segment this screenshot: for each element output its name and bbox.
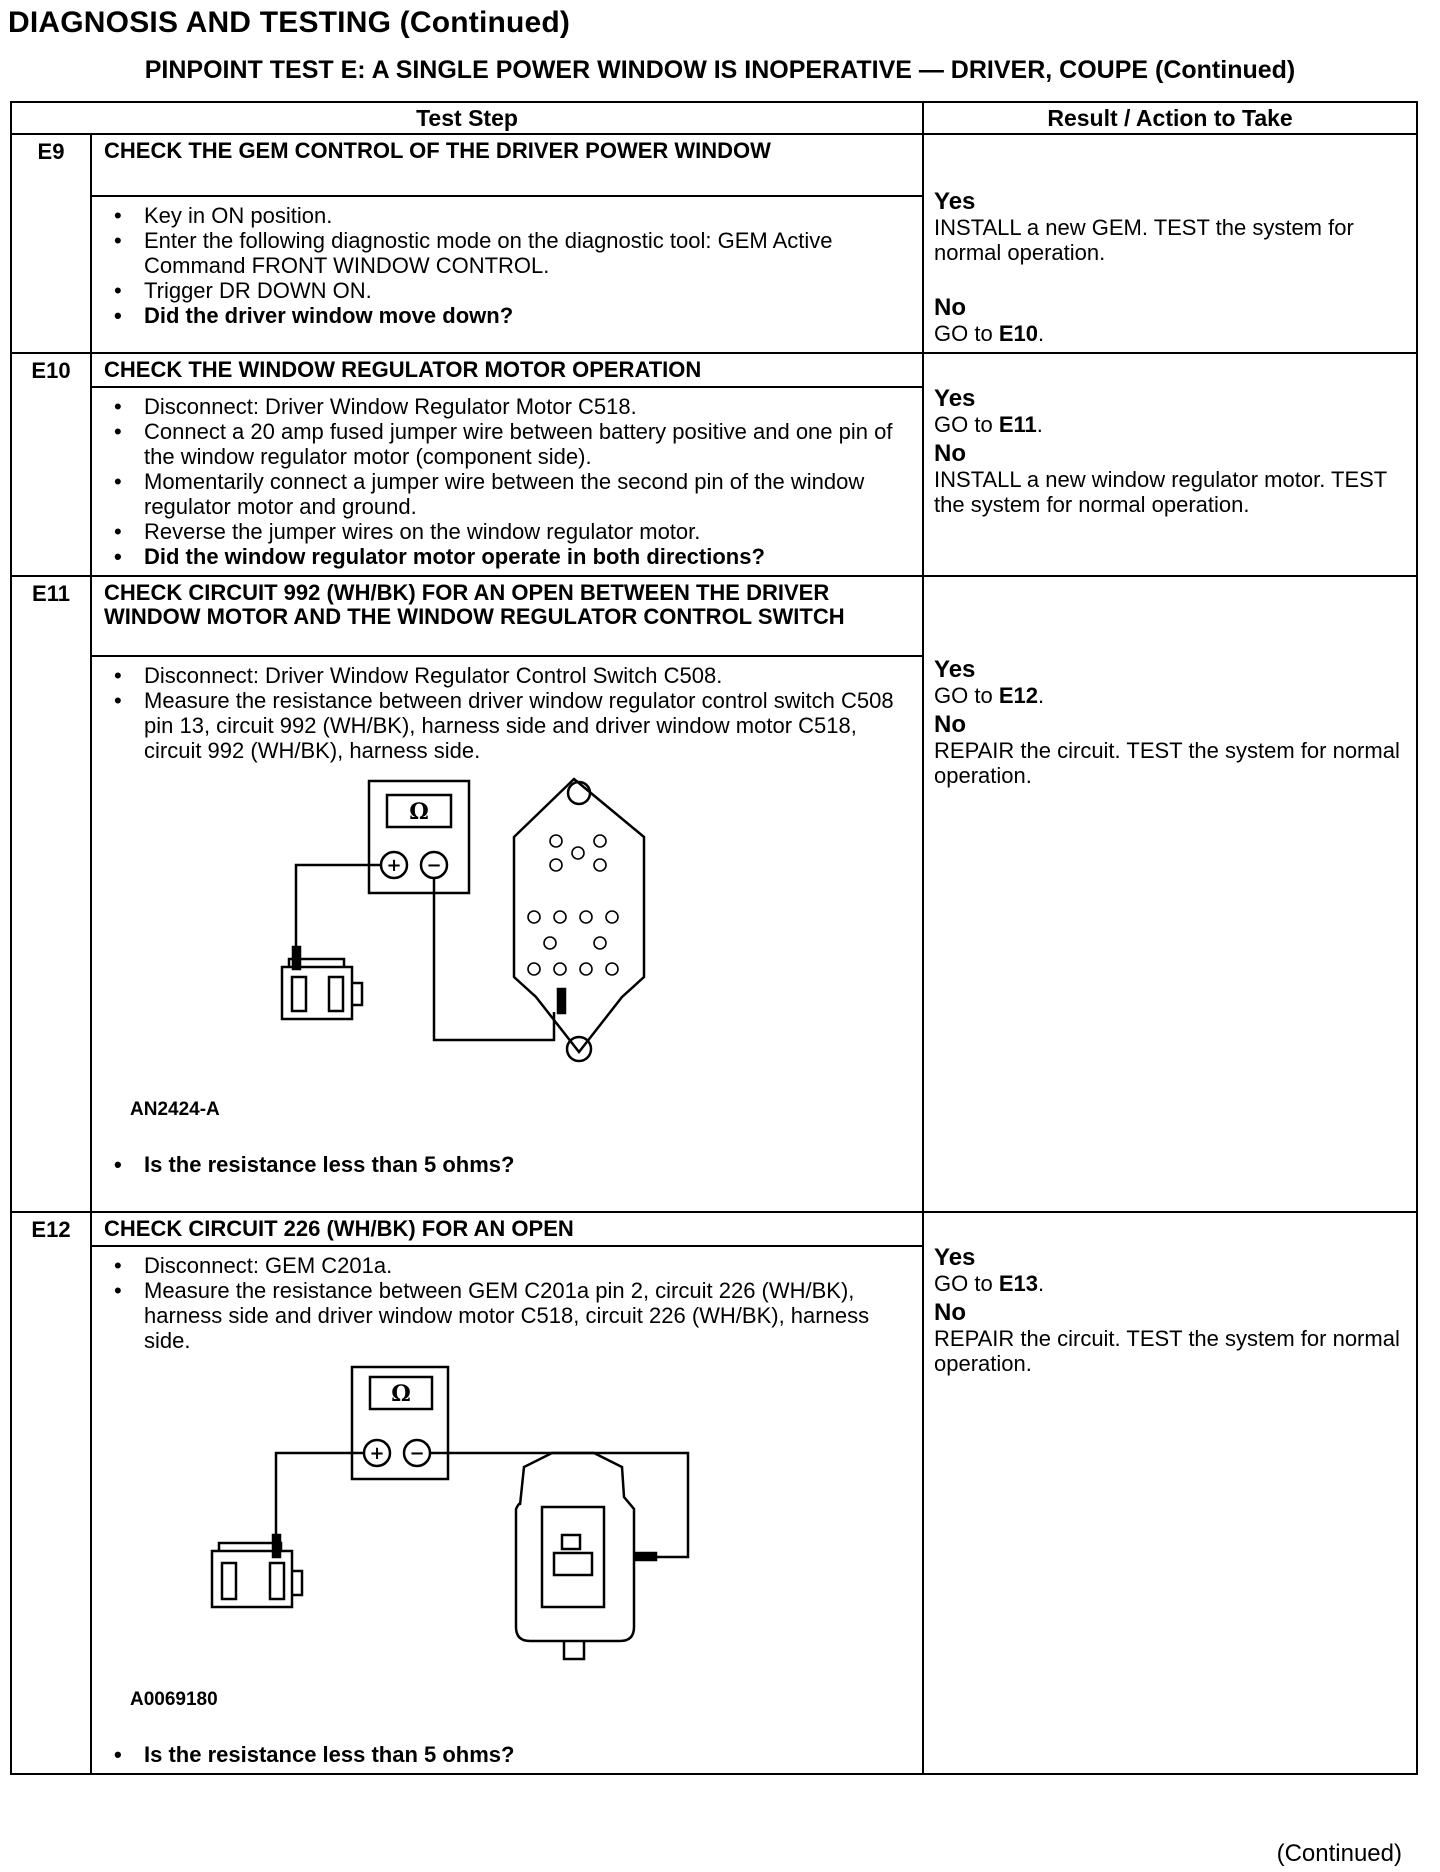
yes-label: Yes bbox=[934, 385, 976, 412]
figure-label: A0069180 bbox=[130, 1689, 218, 1710]
step-title: CHECK THE WINDOW REGULATOR MOTOR OPERATION bbox=[91, 353, 923, 387]
step-ref-link[interactable]: E12 bbox=[998, 683, 1038, 708]
step-body bbox=[91, 196, 923, 353]
plus-symbol: + bbox=[369, 1443, 385, 1464]
step-bullet: • Disconnect: GEM C201a. bbox=[104, 1253, 910, 1278]
no-action-prefix: GO to bbox=[934, 321, 993, 346]
step-result bbox=[923, 1212, 1417, 1774]
pinpoint-test-table bbox=[10, 101, 1418, 1775]
no-action: REPAIR the circuit. TEST the system for normal operation. bbox=[934, 738, 1400, 788]
pinpoint-test-title: PINPOINT TEST E: A SINGLE POWER WINDOW IS INOPERATIVE — DRIVER, COUPE (Continued) bbox=[144, 56, 1296, 84]
step-result bbox=[923, 134, 1417, 353]
step-question: • Is the resistance less than 5 ohms? bbox=[104, 1742, 910, 1767]
step-bullet: • Disconnect: Driver Window Regulator Motor C518. bbox=[104, 394, 910, 419]
test-lead-negative bbox=[434, 878, 554, 1040]
no-label: No bbox=[934, 711, 967, 738]
no-label: No bbox=[934, 440, 967, 467]
yes-action: INSTALL a new GEM. TEST the system for normal operation. bbox=[934, 215, 1354, 265]
step-bullet: • Key in ON position. bbox=[104, 203, 910, 228]
yes-action-prefix: GO to bbox=[934, 683, 993, 708]
step-bullet: • Measure the resistance between driver window regulator control switch C508 pin 13, circuit 992 (WH/BK), harness side and driver window motor C518, circuit 992 (WH/BK), harness side. bbox=[104, 688, 910, 763]
yes-action-suffix: . bbox=[1037, 1271, 1045, 1296]
step-bullet: • Connect a 20 amp fused jumper wire between battery positive and one pin of the window regulator motor (component side). bbox=[104, 419, 910, 469]
yes-label: Yes bbox=[934, 656, 976, 683]
step-question: • Did the window regulator motor operate in both directions? bbox=[104, 544, 910, 569]
step-id: E9 bbox=[11, 134, 91, 353]
test-lead-negative bbox=[430, 1453, 688, 1557]
continued-footer: (Continued) bbox=[1276, 1840, 1402, 1867]
step-title: CHECK THE GEM CONTROL OF THE DRIVER POWER WINDOW bbox=[91, 134, 923, 196]
page-title: DIAGNOSIS AND TESTING (Continued) bbox=[8, 6, 571, 39]
step-result bbox=[923, 353, 1417, 576]
no-label: No bbox=[934, 1299, 967, 1326]
connector-c518 bbox=[514, 779, 644, 1052]
step-question: • Is the resistance less than 5 ohms? bbox=[104, 1152, 910, 1177]
step-body bbox=[91, 387, 923, 576]
no-action: REPAIR the circuit. TEST the system for normal operation. bbox=[934, 1326, 1400, 1376]
no-action bbox=[934, 321, 1406, 346]
probe-tip bbox=[636, 1553, 656, 1560]
step-bullet: • Trigger DR DOWN ON. bbox=[104, 278, 910, 303]
ohm-symbol: Ω bbox=[391, 1381, 411, 1407]
ohmmeter-diagram-c201a-c518 bbox=[124, 1357, 824, 1687]
step-question: • Did the driver window move down? bbox=[104, 303, 910, 328]
yes-action-suffix: . bbox=[1036, 412, 1043, 437]
step-ref-link[interactable]: E11 bbox=[998, 412, 1037, 437]
column-header-test-step: Test Step bbox=[11, 102, 923, 134]
step-body bbox=[91, 1246, 923, 1774]
no-label: No bbox=[934, 294, 967, 321]
step-ref-link[interactable]: E10 bbox=[998, 321, 1038, 346]
probe-tip bbox=[558, 989, 565, 1013]
no-action-suffix: . bbox=[1037, 321, 1045, 346]
ohmmeter-diagram-c508-c518 bbox=[124, 767, 824, 1097]
minus-symbol: − bbox=[426, 855, 442, 876]
yes-label: Yes bbox=[934, 1244, 976, 1271]
step-id: E11 bbox=[11, 576, 91, 1212]
step-body bbox=[91, 656, 923, 1212]
no-action: INSTALL a new window regulator motor. TEST the system for normal operation. bbox=[934, 467, 1387, 517]
yes-action-suffix: . bbox=[1037, 683, 1045, 708]
step-title: CHECK CIRCUIT 992 (WH/BK) FOR AN OPEN BETWEEN THE DRIVER WINDOW MOTOR AND THE WINDOW REGULATOR CONTROL SWITCH bbox=[91, 576, 923, 656]
yes-action-prefix: GO to bbox=[934, 412, 993, 437]
step-bullet: • Enter the following diagnostic mode on the diagnostic tool: GEM Active Command FRONT WINDOW CONTROL. bbox=[104, 228, 910, 278]
step-bullet: • Reverse the jumper wires on the window regulator motor. bbox=[104, 519, 910, 544]
ohmmeter-body bbox=[369, 781, 469, 893]
step-bullet: • Measure the resistance between GEM C201a pin 2, circuit 226 (WH/BK), harness side and driver window motor C518, circuit 226 (WH/BK), harness side. bbox=[104, 1278, 910, 1353]
yes-label: Yes bbox=[934, 188, 976, 215]
ohm-symbol: Ω bbox=[409, 799, 429, 825]
yes-action-prefix: GO to bbox=[934, 1271, 993, 1296]
probe-tip bbox=[273, 1535, 280, 1557]
step-title: CHECK CIRCUIT 226 (WH/BK) FOR AN OPEN bbox=[91, 1212, 923, 1246]
connector-c518 bbox=[516, 1453, 634, 1641]
step-id: E12 bbox=[11, 1212, 91, 1774]
column-header-result: Result / Action to Take bbox=[923, 102, 1417, 134]
step-result bbox=[923, 576, 1417, 1212]
plus-symbol: + bbox=[386, 855, 402, 876]
step-ref-link[interactable]: E13 bbox=[998, 1271, 1038, 1296]
minus-symbol: − bbox=[409, 1443, 425, 1464]
figure-label: AN2424-A bbox=[130, 1099, 220, 1120]
step-bullet: • Disconnect: Driver Window Regulator Control Switch C508. bbox=[104, 663, 910, 688]
step-bullet: • Momentarily connect a jumper wire between the second pin of the window regulator motor and ground. bbox=[104, 469, 910, 519]
step-id: E10 bbox=[11, 353, 91, 576]
